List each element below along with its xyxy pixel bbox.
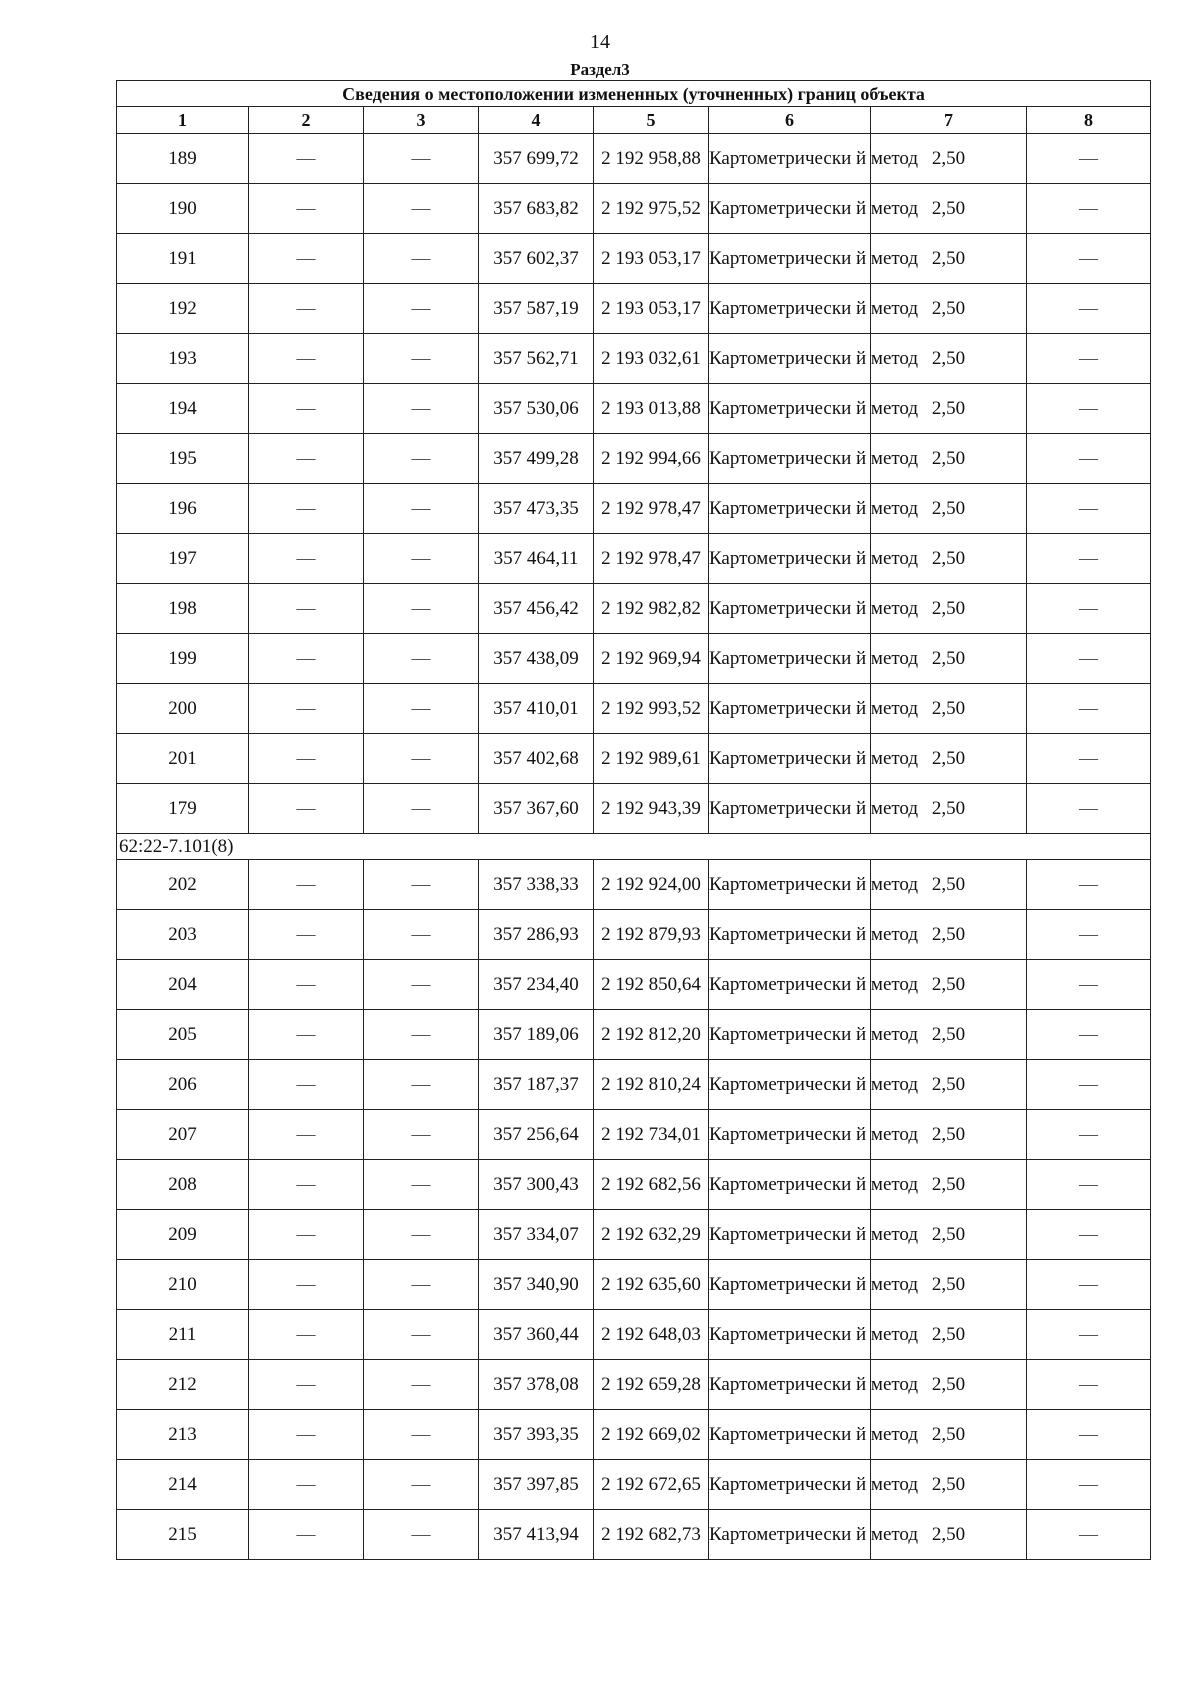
column-2-value: —: [249, 434, 364, 484]
column-8-value: —: [1027, 234, 1151, 284]
column-3-value: —: [364, 860, 479, 910]
table-row: [117, 384, 1151, 434]
table-row: [117, 484, 1151, 534]
precision: 2,50: [871, 1410, 1027, 1460]
column-2-value: —: [249, 334, 364, 384]
table-row: [117, 1310, 1151, 1360]
x-coordinate: 357 602,37: [479, 234, 594, 284]
column-3-value: —: [364, 384, 479, 434]
point-number: 195: [117, 434, 249, 484]
table-row: [117, 734, 1151, 784]
precision: 2,50: [871, 1310, 1027, 1360]
y-coordinate: 2 192 969,94: [594, 634, 709, 684]
method: Картометрически й метод: [709, 784, 871, 834]
method: Картометрически й метод: [709, 134, 871, 184]
y-coordinate: 2 192 659,28: [594, 1360, 709, 1410]
x-coordinate: 357 367,60: [479, 784, 594, 834]
table-row: [117, 284, 1151, 334]
x-coordinate: 357 234,40: [479, 960, 594, 1010]
x-coordinate: 357 499,28: [479, 434, 594, 484]
x-coordinate: 357 456,42: [479, 584, 594, 634]
x-coordinate: 357 402,68: [479, 734, 594, 784]
precision: 2,50: [871, 1060, 1027, 1110]
column-header-1: 1: [117, 107, 249, 134]
x-coordinate: 357 360,44: [479, 1310, 594, 1360]
precision: 2,50: [871, 134, 1027, 184]
column-2-value: —: [249, 534, 364, 584]
y-coordinate: 2 192 635,60: [594, 1260, 709, 1310]
method: Картометрически й метод: [709, 1210, 871, 1260]
y-coordinate: 2 192 734,01: [594, 1110, 709, 1160]
table-row: [117, 1110, 1151, 1160]
column-header-6: 6: [709, 107, 871, 134]
column-8-value: —: [1027, 1060, 1151, 1110]
y-coordinate: 2 192 978,47: [594, 484, 709, 534]
y-coordinate: 2 192 943,39: [594, 784, 709, 834]
column-8-value: —: [1027, 434, 1151, 484]
column-3-value: —: [364, 1360, 479, 1410]
column-2-value: —: [249, 634, 364, 684]
column-3-value: —: [364, 684, 479, 734]
column-8-value: —: [1027, 1360, 1151, 1410]
column-3-value: —: [364, 334, 479, 384]
column-3-value: —: [364, 1310, 479, 1360]
y-coordinate: 2 192 982,82: [594, 584, 709, 634]
column-8-value: —: [1027, 960, 1151, 1010]
table-row: [117, 134, 1151, 184]
point-number: 193: [117, 334, 249, 384]
precision: 2,50: [871, 384, 1027, 434]
precision: 2,50: [871, 684, 1027, 734]
table-row: [117, 910, 1151, 960]
point-number: 213: [117, 1410, 249, 1460]
column-8-value: —: [1027, 1010, 1151, 1060]
precision: 2,50: [871, 1360, 1027, 1410]
method: Картометрически й метод: [709, 234, 871, 284]
column-3-value: —: [364, 1410, 479, 1460]
point-number: 211: [117, 1310, 249, 1360]
column-2-value: —: [249, 1160, 364, 1210]
method: Картометрически й метод: [709, 1060, 871, 1110]
precision: 2,50: [871, 184, 1027, 234]
y-coordinate: 2 193 013,88: [594, 384, 709, 434]
table-row: [117, 1360, 1151, 1410]
column-8-value: —: [1027, 134, 1151, 184]
column-header-3: 3: [364, 107, 479, 134]
table-row: [117, 434, 1151, 484]
column-2-value: —: [249, 734, 364, 784]
table-row: [117, 1060, 1151, 1110]
x-coordinate: 357 397,85: [479, 1460, 594, 1510]
precision: 2,50: [871, 1010, 1027, 1060]
column-8-value: —: [1027, 910, 1151, 960]
y-coordinate: 2 192 682,73: [594, 1510, 709, 1560]
method: Картометрически й метод: [709, 1010, 871, 1060]
y-coordinate: 2 192 879,93: [594, 910, 709, 960]
precision: 2,50: [871, 234, 1027, 284]
table-row: [117, 1460, 1151, 1510]
y-coordinate: 2 192 958,88: [594, 134, 709, 184]
column-8-value: —: [1027, 1510, 1151, 1560]
method: Картометрически й метод: [709, 734, 871, 784]
x-coordinate: 357 410,01: [479, 684, 594, 734]
column-3-value: —: [364, 1060, 479, 1110]
y-coordinate: 2 193 053,17: [594, 284, 709, 334]
point-number: 204: [117, 960, 249, 1010]
y-coordinate: 2 192 850,64: [594, 960, 709, 1010]
column-2-value: —: [249, 1510, 364, 1560]
y-coordinate: 2 192 682,56: [594, 1160, 709, 1210]
point-number: 189: [117, 134, 249, 184]
table-body: [117, 134, 1151, 1560]
column-header-8: 8: [1027, 107, 1151, 134]
method: Картометрически й метод: [709, 910, 871, 960]
point-number: 212: [117, 1360, 249, 1410]
point-number: 194: [117, 384, 249, 434]
column-8-value: —: [1027, 284, 1151, 334]
page-number: 14: [590, 31, 610, 53]
method: Картометрически й метод: [709, 184, 871, 234]
point-number: 208: [117, 1160, 249, 1210]
y-coordinate: 2 192 989,61: [594, 734, 709, 784]
column-8-value: —: [1027, 1410, 1151, 1460]
table-row: [117, 184, 1151, 234]
x-coordinate: 357 187,37: [479, 1060, 594, 1110]
method: Картометрически й метод: [709, 384, 871, 434]
column-3-value: —: [364, 484, 479, 534]
column-8-value: —: [1027, 734, 1151, 784]
column-2-value: —: [249, 234, 364, 284]
column-2-value: —: [249, 1460, 364, 1510]
table-caption: Сведения о местоположении измененных (уточненных) границ объекта: [117, 81, 1151, 107]
column-header-2: 2: [249, 107, 364, 134]
y-coordinate: 2 192 924,00: [594, 860, 709, 910]
method: Картометрически й метод: [709, 860, 871, 910]
column-2-value: —: [249, 910, 364, 960]
column-8-value: —: [1027, 484, 1151, 534]
method: Картометрически й метод: [709, 1460, 871, 1510]
x-coordinate: 357 438,09: [479, 634, 594, 684]
column-3-value: —: [364, 234, 479, 284]
point-number: 191: [117, 234, 249, 284]
column-header-4: 4: [479, 107, 594, 134]
y-coordinate: 2 192 812,20: [594, 1010, 709, 1060]
column-8-value: —: [1027, 1310, 1151, 1360]
column-2-value: —: [249, 960, 364, 1010]
column-8-value: —: [1027, 334, 1151, 384]
precision: 2,50: [871, 434, 1027, 484]
point-number: 190: [117, 184, 249, 234]
point-number: 200: [117, 684, 249, 734]
method: Картометрически й метод: [709, 684, 871, 734]
method: Картометрически й метод: [709, 484, 871, 534]
point-number: 192: [117, 284, 249, 334]
column-header-7: 7: [871, 107, 1027, 134]
column-2-value: —: [249, 860, 364, 910]
column-3-value: —: [364, 434, 479, 484]
method: Картометрически й метод: [709, 1160, 871, 1210]
x-coordinate: 357 393,35: [479, 1410, 594, 1460]
point-number: 207: [117, 1110, 249, 1160]
method: Картометрически й метод: [709, 1410, 871, 1460]
table-row: [117, 584, 1151, 634]
column-8-value: —: [1027, 534, 1151, 584]
column-2-value: —: [249, 1310, 364, 1360]
column-3-value: —: [364, 960, 479, 1010]
x-coordinate: 357 189,06: [479, 1010, 594, 1060]
table-row: [117, 334, 1151, 384]
precision: 2,50: [871, 910, 1027, 960]
column-8-value: —: [1027, 784, 1151, 834]
precision: 2,50: [871, 1260, 1027, 1310]
method: Картометрически й метод: [709, 434, 871, 484]
column-2-value: —: [249, 684, 364, 734]
precision: 2,50: [871, 1110, 1027, 1160]
x-coordinate: 357 530,06: [479, 384, 594, 434]
table-row: [117, 1210, 1151, 1260]
precision: 2,50: [871, 284, 1027, 334]
method: Картометрически й метод: [709, 1360, 871, 1410]
column-3-value: —: [364, 184, 479, 234]
precision: 2,50: [871, 1210, 1027, 1260]
x-coordinate: 357 473,35: [479, 484, 594, 534]
point-number: 205: [117, 1010, 249, 1060]
column-8-value: —: [1027, 584, 1151, 634]
point-number: 215: [117, 1510, 249, 1560]
column-8-value: —: [1027, 1160, 1151, 1210]
column-3-value: —: [364, 1110, 479, 1160]
x-coordinate: 357 300,43: [479, 1160, 594, 1210]
column-2-value: —: [249, 284, 364, 334]
column-2-value: —: [249, 1060, 364, 1110]
precision: 2,50: [871, 634, 1027, 684]
point-number: 202: [117, 860, 249, 910]
method: Картометрически й метод: [709, 1110, 871, 1160]
column-3-value: —: [364, 734, 479, 784]
column-2-value: —: [249, 1010, 364, 1060]
y-coordinate: 2 193 032,61: [594, 334, 709, 384]
x-coordinate: 357 338,33: [479, 860, 594, 910]
column-3-value: —: [364, 1210, 479, 1260]
table-row: [117, 634, 1151, 684]
column-2-value: —: [249, 1360, 364, 1410]
column-3-value: —: [364, 1260, 479, 1310]
column-3-value: —: [364, 1460, 479, 1510]
y-coordinate: 2 192 672,65: [594, 1460, 709, 1510]
table-row: [117, 784, 1151, 834]
precision: 2,50: [871, 534, 1027, 584]
point-number: 197: [117, 534, 249, 584]
method: Картометрически й метод: [709, 584, 871, 634]
x-coordinate: 357 378,08: [479, 1360, 594, 1410]
group-row: [117, 834, 1151, 860]
column-8-value: —: [1027, 634, 1151, 684]
column-2-value: —: [249, 1260, 364, 1310]
x-coordinate: 357 683,82: [479, 184, 594, 234]
point-number: 196: [117, 484, 249, 534]
x-coordinate: 357 562,71: [479, 334, 594, 384]
precision: 2,50: [871, 960, 1027, 1010]
precision: 2,50: [871, 1160, 1027, 1210]
precision: 2,50: [871, 784, 1027, 834]
x-coordinate: 357 587,19: [479, 284, 594, 334]
column-header-5: 5: [594, 107, 709, 134]
column-8-value: —: [1027, 684, 1151, 734]
column-8-value: —: [1027, 1260, 1151, 1310]
method: Картометрически й метод: [709, 634, 871, 684]
table-row: [117, 1010, 1151, 1060]
point-number: 209: [117, 1210, 249, 1260]
y-coordinate: 2 192 810,24: [594, 1060, 709, 1110]
column-8-value: —: [1027, 860, 1151, 910]
point-number: 203: [117, 910, 249, 960]
x-coordinate: 357 340,90: [479, 1260, 594, 1310]
method: Картометрически й метод: [709, 1310, 871, 1360]
precision: 2,50: [871, 734, 1027, 784]
method: Картометрически й метод: [709, 284, 871, 334]
column-3-value: —: [364, 634, 479, 684]
column-3-value: —: [364, 1010, 479, 1060]
column-8-value: —: [1027, 384, 1151, 434]
column-8-value: —: [1027, 1210, 1151, 1260]
table-row: [117, 234, 1151, 284]
point-number: 210: [117, 1260, 249, 1310]
y-coordinate: 2 192 994,66: [594, 434, 709, 484]
column-2-value: —: [249, 584, 364, 634]
precision: 2,50: [871, 1510, 1027, 1560]
table-row: [117, 1410, 1151, 1460]
group-label: 62:22-7.101(8): [117, 834, 1151, 860]
column-3-value: —: [364, 584, 479, 634]
y-coordinate: 2 192 669,02: [594, 1410, 709, 1460]
precision: 2,50: [871, 334, 1027, 384]
table-row: [117, 960, 1151, 1010]
column-3-value: —: [364, 1160, 479, 1210]
column-8-value: —: [1027, 1110, 1151, 1160]
point-number: 179: [117, 784, 249, 834]
table-caption-row: [117, 81, 1151, 107]
y-coordinate: 2 193 053,17: [594, 234, 709, 284]
column-2-value: —: [249, 134, 364, 184]
x-coordinate: 357 286,93: [479, 910, 594, 960]
method: Картометрически й метод: [709, 960, 871, 1010]
precision: 2,50: [871, 1460, 1027, 1510]
boundary-coordinates-table: [116, 80, 1151, 1560]
point-number: 198: [117, 584, 249, 634]
x-coordinate: 357 256,64: [479, 1110, 594, 1160]
column-8-value: —: [1027, 1460, 1151, 1510]
y-coordinate: 2 192 993,52: [594, 684, 709, 734]
point-number: 214: [117, 1460, 249, 1510]
precision: 2,50: [871, 584, 1027, 634]
column-3-value: —: [364, 534, 479, 584]
y-coordinate: 2 192 978,47: [594, 534, 709, 584]
method: Картометрически й метод: [709, 334, 871, 384]
y-coordinate: 2 192 632,29: [594, 1210, 709, 1260]
table-row: [117, 1510, 1151, 1560]
column-3-value: —: [364, 1510, 479, 1560]
table-row: [117, 534, 1151, 584]
column-8-value: —: [1027, 184, 1151, 234]
column-3-value: —: [364, 784, 479, 834]
column-3-value: —: [364, 134, 479, 184]
method: Картометрически й метод: [709, 534, 871, 584]
precision: 2,50: [871, 860, 1027, 910]
table-row: [117, 684, 1151, 734]
point-number: 206: [117, 1060, 249, 1110]
point-number: 201: [117, 734, 249, 784]
point-number: 199: [117, 634, 249, 684]
column-2-value: —: [249, 484, 364, 534]
method: Картометрически й метод: [709, 1510, 871, 1560]
x-coordinate: 357 699,72: [479, 134, 594, 184]
column-2-value: —: [249, 1410, 364, 1460]
x-coordinate: 357 464,11: [479, 534, 594, 584]
column-header-row: [117, 107, 1151, 134]
column-2-value: —: [249, 184, 364, 234]
y-coordinate: 2 192 648,03: [594, 1310, 709, 1360]
column-2-value: —: [249, 1110, 364, 1160]
section-title: Раздел3: [570, 60, 630, 79]
column-3-value: —: [364, 284, 479, 334]
precision: 2,50: [871, 484, 1027, 534]
x-coordinate: 357 413,94: [479, 1510, 594, 1560]
column-3-value: —: [364, 910, 479, 960]
x-coordinate: 357 334,07: [479, 1210, 594, 1260]
column-2-value: —: [249, 784, 364, 834]
table-row: [117, 1160, 1151, 1210]
y-coordinate: 2 192 975,52: [594, 184, 709, 234]
table-row: [117, 1260, 1151, 1310]
column-2-value: —: [249, 1210, 364, 1260]
table-row: [117, 860, 1151, 910]
method: Картометрически й метод: [709, 1260, 871, 1310]
column-2-value: —: [249, 384, 364, 434]
